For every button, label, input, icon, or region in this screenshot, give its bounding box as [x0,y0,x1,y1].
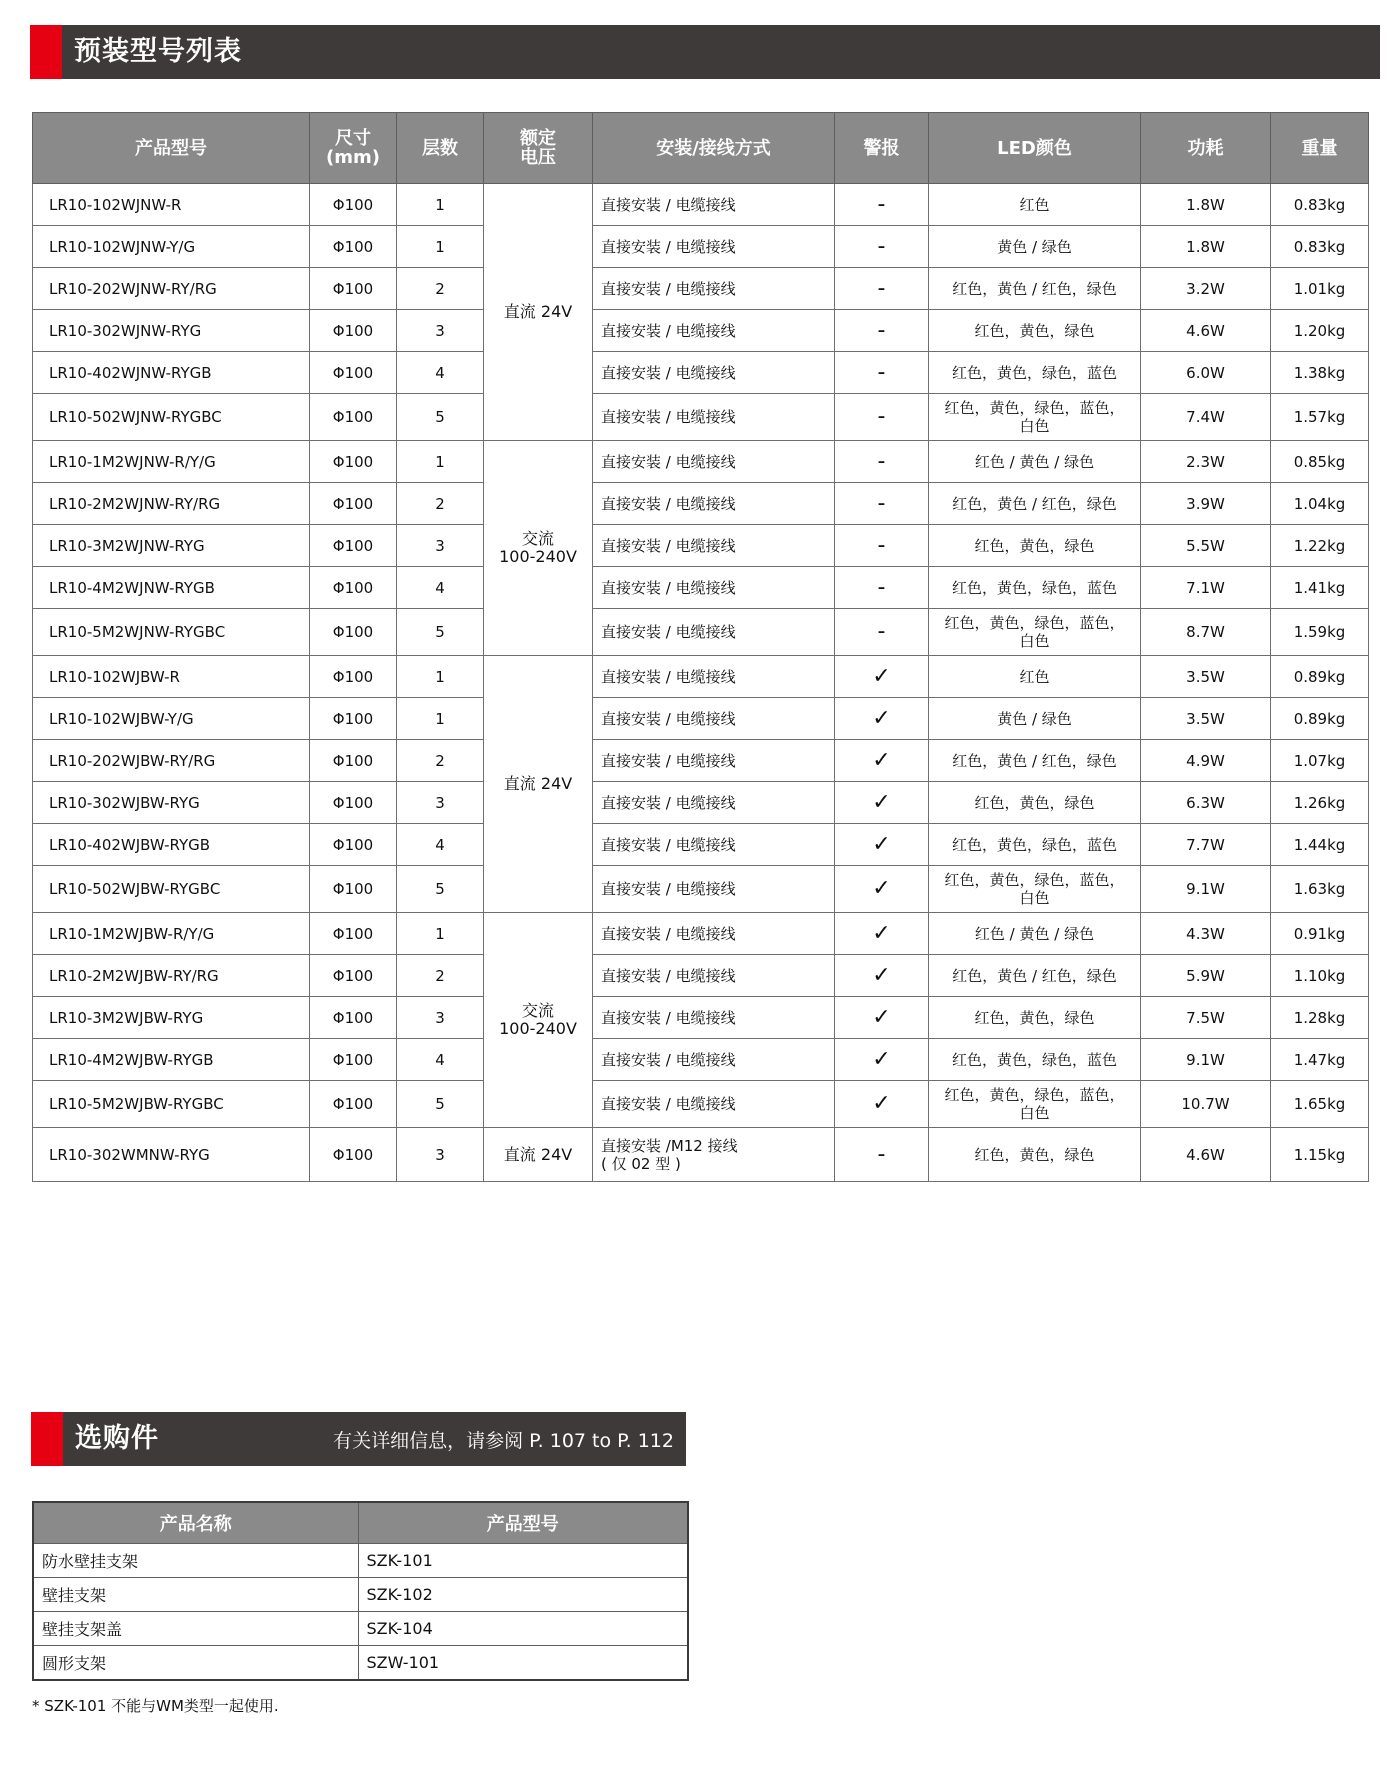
cell-rated-voltage: 交流 100-240V [484,913,593,1128]
cell-install-method: 直接安装 / 电缆接线 [593,352,835,394]
header-product-name: 产品名称 [33,1502,358,1544]
cell-alarm: - [835,394,929,441]
cell-model: LR10-5M2WJNW-RYGBC [33,609,310,656]
cell-product-name: 圆形支架 [33,1646,358,1681]
cell-alarm: - [835,268,929,310]
cell-alarm: ✓ [835,782,929,824]
header-tiers: 层数 [397,113,484,184]
cell-weight: 1.63kg [1271,866,1369,913]
cell-rated-voltage: 直流 24V [484,1128,593,1182]
cell-install-method: 直接安装 / 电缆接线 [593,184,835,226]
cell-size: Φ100 [310,1081,397,1128]
cell-install-method: 直接安装 / 电缆接线 [593,955,835,997]
cell-size: Φ100 [310,913,397,955]
cell-led-color: 红色 / 黄色 / 绿色 [929,441,1141,483]
table-row [33,352,1369,394]
table-row [33,184,1369,226]
cell-install-method: 直接安装 / 电缆接线 [593,656,835,698]
cell-tiers: 1 [397,913,484,955]
cell-led-color: 红色 [929,184,1141,226]
cell-weight: 0.83kg [1271,184,1369,226]
cell-alarm: - [835,441,929,483]
cell-product-model: SZK-104 [358,1612,688,1646]
cell-tiers: 3 [397,310,484,352]
cell-led-color: 红色，黄色，绿色，蓝色， 白色 [929,394,1141,441]
cell-power: 1.8W [1141,226,1271,268]
table-row [33,609,1369,656]
cell-weight: 1.59kg [1271,609,1369,656]
cell-weight: 1.44kg [1271,824,1369,866]
cell-power: 6.0W [1141,352,1271,394]
cell-install-method: 直接安装 / 电缆接线 [593,525,835,567]
header-voltage: 额定 电压 [484,113,593,184]
cell-product-model: SZK-101 [358,1544,688,1578]
cell-install-method: 直接安装 / 电缆接线 [593,997,835,1039]
cell-model: LR10-502WJNW-RYGBC [33,394,310,441]
footnote: * SZK-101 不能与WM类型一起使用. [32,1697,279,1715]
cell-led-color: 黄色 / 绿色 [929,698,1141,740]
section-accent [31,1412,63,1466]
cell-model: LR10-302WMNW-RYG [33,1128,310,1182]
cell-install-method: 直接安装 / 电缆接线 [593,1039,835,1081]
cell-model: LR10-1M2WJNW-R/Y/G [33,441,310,483]
cell-tiers: 4 [397,567,484,609]
cell-model: LR10-3M2WJNW-RYG [33,525,310,567]
cell-alarm: ✓ [835,997,929,1039]
cell-weight: 1.15kg [1271,1128,1369,1182]
cell-model: LR10-1M2WJBW-R/Y/G [33,913,310,955]
cell-power: 9.1W [1141,1039,1271,1081]
cell-tiers: 1 [397,698,484,740]
cell-led-color: 红色，黄色，绿色，蓝色 [929,567,1141,609]
cell-size: Φ100 [310,184,397,226]
cell-led-color: 红色，黄色 / 红色，绿色 [929,955,1141,997]
cell-model: LR10-2M2WJNW-RY/RG [33,483,310,525]
cell-size: Φ100 [310,310,397,352]
cell-install-method: 直接安装 / 电缆接线 [593,609,835,656]
cell-weight: 1.07kg [1271,740,1369,782]
cell-model: LR10-402WJNW-RYGB [33,352,310,394]
header-model: 产品型号 [33,113,310,184]
cell-model: LR10-302WJNW-RYG [33,310,310,352]
cell-led-color: 红色，黄色，绿色 [929,997,1141,1039]
cell-alarm: - [835,483,929,525]
cell-size: Φ100 [310,352,397,394]
cell-size: Φ100 [310,997,397,1039]
table-row [33,656,1369,698]
cell-alarm: ✓ [835,656,929,698]
cell-tiers: 1 [397,226,484,268]
cell-size: Φ100 [310,441,397,483]
cell-size: Φ100 [310,782,397,824]
cell-weight: 1.22kg [1271,525,1369,567]
cell-model: LR10-3M2WJBW-RYG [33,997,310,1039]
cell-product-model: SZK-102 [358,1578,688,1612]
cell-weight: 1.65kg [1271,1081,1369,1128]
cell-weight: 0.85kg [1271,441,1369,483]
cell-product-model: SZW-101 [358,1646,688,1681]
header-alarm: 警报 [835,113,929,184]
cell-tiers: 1 [397,184,484,226]
cell-weight: 1.47kg [1271,1039,1369,1081]
cell-install-method: 直接安装 /M12 接线 ( 仅 02 型 ) [593,1128,835,1182]
cell-led-color: 红色，黄色 / 红色，绿色 [929,268,1141,310]
cell-weight: 1.01kg [1271,268,1369,310]
header-product-model: 产品型号 [358,1502,688,1544]
table-row [33,483,1369,525]
cell-install-method: 直接安装 / 电缆接线 [593,310,835,352]
cell-alarm: ✓ [835,1081,929,1128]
cell-weight: 1.57kg [1271,394,1369,441]
table-row [33,866,1369,913]
cell-tiers: 4 [397,1039,484,1081]
table-row [33,740,1369,782]
cell-model: LR10-4M2WJBW-RYGB [33,1039,310,1081]
cell-size: Φ100 [310,698,397,740]
cell-led-color: 红色，黄色，绿色，蓝色 [929,824,1141,866]
cell-size: Φ100 [310,226,397,268]
cell-tiers: 1 [397,441,484,483]
cell-install-method: 直接安装 / 电缆接线 [593,268,835,310]
cell-led-color: 红色，黄色 / 红色，绿色 [929,483,1141,525]
cell-power: 4.9W [1141,740,1271,782]
cell-power: 8.7W [1141,609,1271,656]
cell-install-method: 直接安装 / 电缆接线 [593,698,835,740]
cell-led-color: 红色，黄色，绿色，蓝色， 白色 [929,866,1141,913]
table-row [33,310,1369,352]
cell-weight: 1.26kg [1271,782,1369,824]
cell-size: Φ100 [310,656,397,698]
cell-install-method: 直接安装 / 电缆接线 [593,394,835,441]
cell-model: LR10-102WJBW-Y/G [33,698,310,740]
table-row [33,525,1369,567]
cell-size: Φ100 [310,525,397,567]
cell-power: 10.7W [1141,1081,1271,1128]
cell-install-method: 直接安装 / 电缆接线 [593,483,835,525]
cell-weight: 1.20kg [1271,310,1369,352]
cell-size: Φ100 [310,268,397,310]
header-weight: 重量 [1271,113,1369,184]
cell-alarm: ✓ [835,740,929,782]
cell-tiers: 3 [397,997,484,1039]
cell-tiers: 5 [397,394,484,441]
cell-power: 6.3W [1141,782,1271,824]
table-row [33,441,1369,483]
cell-alarm: - [835,567,929,609]
cell-led-color: 红色，黄色，绿色 [929,525,1141,567]
cell-led-color: 红色，黄色，绿色 [929,310,1141,352]
cell-power: 4.6W [1141,1128,1271,1182]
cell-install-method: 直接安装 / 电缆接线 [593,782,835,824]
cell-weight: 1.04kg [1271,483,1369,525]
cell-alarm: ✓ [835,955,929,997]
section-title: 预装型号列表 [74,36,242,67]
cell-rated-voltage: 直流 24V [484,656,593,913]
cell-model: LR10-502WJBW-RYGBC [33,866,310,913]
cell-weight: 0.83kg [1271,226,1369,268]
cell-alarm: - [835,1128,929,1182]
section-header-models [30,25,1380,79]
accessories-table [32,1501,689,1681]
cell-power: 7.1W [1141,567,1271,609]
cell-alarm: ✓ [835,866,929,913]
section-header-accessories [31,1412,686,1466]
cell-led-color: 红色，黄色，绿色，蓝色 [929,1039,1141,1081]
cell-install-method: 直接安装 / 电缆接线 [593,866,835,913]
cell-size: Φ100 [310,567,397,609]
section-reference: 有关详细信息，请参阅 P. 107 to P. 112 [333,1430,674,1452]
table-row [33,1128,1369,1182]
table-row [33,268,1369,310]
table-row [33,913,1369,955]
cell-tiers: 4 [397,824,484,866]
cell-tiers: 2 [397,483,484,525]
cell-size: Φ100 [310,483,397,525]
cell-product-name: 壁挂支架盖 [33,1612,358,1646]
cell-tiers: 2 [397,268,484,310]
cell-install-method: 直接安装 / 电缆接线 [593,226,835,268]
cell-model: LR10-102WJBW-R [33,656,310,698]
cell-alarm: - [835,609,929,656]
cell-power: 7.7W [1141,824,1271,866]
cell-tiers: 5 [397,1081,484,1128]
cell-install-method: 直接安装 / 电缆接线 [593,1081,835,1128]
cell-install-method: 直接安装 / 电缆接线 [593,567,835,609]
table-header-row [33,113,1369,184]
cell-power: 7.5W [1141,997,1271,1039]
cell-alarm: - [835,226,929,268]
cell-tiers: 5 [397,866,484,913]
section-accent [30,25,62,79]
cell-alarm: ✓ [835,1039,929,1081]
cell-tiers: 2 [397,740,484,782]
cell-model: LR10-202WJNW-RY/RG [33,268,310,310]
cell-weight: 0.91kg [1271,913,1369,955]
cell-size: Φ100 [310,866,397,913]
cell-product-name: 防水壁挂支架 [33,1544,358,1578]
cell-power: 3.9W [1141,483,1271,525]
cell-led-color: 红色，黄色，绿色 [929,1128,1141,1182]
table-row [33,394,1369,441]
cell-tiers: 3 [397,1128,484,1182]
cell-tiers: 4 [397,352,484,394]
header-install: 安装/接线方式 [593,113,835,184]
table-row [33,1646,688,1681]
cell-power: 3.5W [1141,656,1271,698]
cell-led-color: 红色，黄色，绿色，蓝色 [929,352,1141,394]
table-row [33,1578,688,1612]
cell-weight: 1.38kg [1271,352,1369,394]
cell-power: 5.9W [1141,955,1271,997]
header-power: 功耗 [1141,113,1271,184]
cell-weight: 0.89kg [1271,698,1369,740]
table-row [33,782,1369,824]
cell-model: LR10-202WJBW-RY/RG [33,740,310,782]
cell-alarm: ✓ [835,824,929,866]
table-row [33,1039,1369,1081]
cell-power: 2.3W [1141,441,1271,483]
cell-tiers: 2 [397,955,484,997]
table-row [33,955,1369,997]
table-row [33,226,1369,268]
cell-model: LR10-102WJNW-R [33,184,310,226]
cell-tiers: 3 [397,782,484,824]
cell-led-color: 红色，黄色 / 红色，绿色 [929,740,1141,782]
cell-power: 4.6W [1141,310,1271,352]
table-header-row [33,1502,688,1544]
cell-power: 4.3W [1141,913,1271,955]
cell-model: LR10-4M2WJNW-RYGB [33,567,310,609]
cell-power: 1.8W [1141,184,1271,226]
cell-install-method: 直接安装 / 电缆接线 [593,740,835,782]
cell-power: 7.4W [1141,394,1271,441]
cell-power: 3.2W [1141,268,1271,310]
cell-power: 5.5W [1141,525,1271,567]
cell-tiers: 1 [397,656,484,698]
cell-alarm: - [835,352,929,394]
cell-size: Φ100 [310,1039,397,1081]
cell-install-method: 直接安装 / 电缆接线 [593,824,835,866]
cell-size: Φ100 [310,955,397,997]
cell-model: LR10-2M2WJBW-RY/RG [33,955,310,997]
cell-model: LR10-5M2WJBW-RYGBC [33,1081,310,1128]
cell-alarm: ✓ [835,698,929,740]
cell-power: 9.1W [1141,866,1271,913]
cell-install-method: 直接安装 / 电缆接线 [593,441,835,483]
cell-product-name: 壁挂支架 [33,1578,358,1612]
cell-led-color: 红色 [929,656,1141,698]
cell-alarm: - [835,310,929,352]
cell-alarm: - [835,184,929,226]
cell-led-color: 红色，黄色，绿色 [929,782,1141,824]
cell-weight: 1.28kg [1271,997,1369,1039]
cell-power: 3.5W [1141,698,1271,740]
header-size: 尺寸 (mm) [310,113,397,184]
cell-size: Φ100 [310,1128,397,1182]
cell-rated-voltage: 交流 100-240V [484,441,593,656]
table-row [33,1081,1369,1128]
cell-alarm: - [835,525,929,567]
cell-led-color: 红色，黄色，绿色，蓝色， 白色 [929,1081,1141,1128]
cell-model: LR10-402WJBW-RYGB [33,824,310,866]
models-table [32,112,1369,1182]
table-row [33,1544,688,1578]
cell-weight: 0.89kg [1271,656,1369,698]
cell-size: Φ100 [310,740,397,782]
cell-model: LR10-102WJNW-Y/G [33,226,310,268]
cell-weight: 1.41kg [1271,567,1369,609]
cell-install-method: 直接安装 / 电缆接线 [593,913,835,955]
cell-model: LR10-302WJBW-RYG [33,782,310,824]
cell-size: Φ100 [310,609,397,656]
section-title: 选购件 [75,1423,159,1454]
cell-size: Φ100 [310,824,397,866]
table-row [33,698,1369,740]
cell-tiers: 5 [397,609,484,656]
cell-weight: 1.10kg [1271,955,1369,997]
cell-tiers: 3 [397,525,484,567]
header-led-color: LED颜色 [929,113,1141,184]
cell-led-color: 红色，黄色，绿色，蓝色， 白色 [929,609,1141,656]
cell-led-color: 红色 / 黄色 / 绿色 [929,913,1141,955]
cell-alarm: ✓ [835,913,929,955]
cell-size: Φ100 [310,394,397,441]
table-row [33,997,1369,1039]
cell-rated-voltage: 直流 24V [484,184,593,441]
table-row [33,1612,688,1646]
table-row [33,567,1369,609]
cell-led-color: 黄色 / 绿色 [929,226,1141,268]
table-row [33,824,1369,866]
